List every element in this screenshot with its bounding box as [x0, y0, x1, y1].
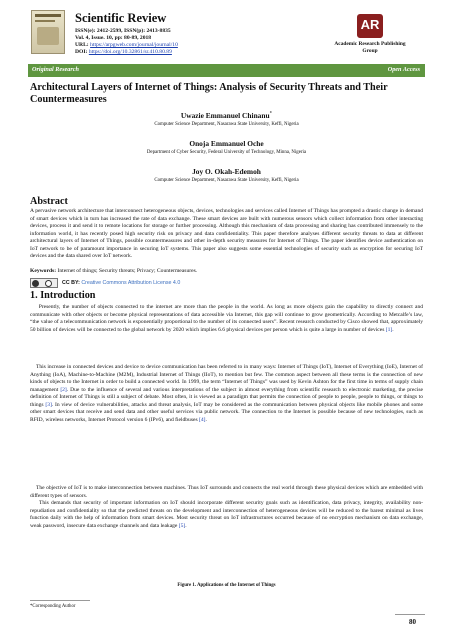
citation-link[interactable]: [3]: [45, 401, 52, 408]
intro-paragraph: This increase in connected devices and device to device communication has been referred to in many ways: Internet of Things (IoT), Internet of Everything (IoE), Internet of Anything (IoA), Machine-to-Machine (M2M), Industrial Internet of Things (IIoT), to mention but few. The common aspect between all these terms is the connection of new kinds of objects to the Internet in order to build a connected world. In 1999, the term “Internet of Things” was used by Kevin Ashton for the first time in terms of supply chain management [2]. Due to the influence of several and various interpretations of the subject in almost everything from scientific research to electronic marketing, the precise definition of Internet of Things is still a subject of debate. Most often, it is viewed as a paradigm that permits the connection of people to people, people to things, or things to things [3]. In view of device vulnerabilities, attacks and threat analysis, IoT may be considered as the communication between physical objects like mobile phones and some other smart devices that receive and send data and other useful services via public network. The connection to the Internet is possible because of new technologies, such as RFID, wireless networks, Internet Protocol version 6 (IPv6), and fieldbuses [4].: [30, 364, 423, 423]
license-link[interactable]: Creative Commons Attribution License 4.0: [81, 280, 181, 286]
journal-url-link[interactable]: https://arpgweb.com/journal/journal/10: [90, 42, 178, 48]
page-number: 80: [409, 618, 416, 626]
intro-paragraph: This demands that security of important information on IoT should incorporate different security goals such as identification, data privacy, integrity, availability non-repudiation and confidentiality so that the predicted threats on the development and interconnection of heterogeneous devices will be reduced to the barest minimal as lives function daily with the help of information from smart devices. Most security threat on IoT infrastructures occurred because of no encryption mechanism on data exchange, weak password, insecure data exchange channels and data leakage [5].: [30, 500, 424, 529]
keywords: Keywords: Internet of things; Security threats; Privacy; Countermeasures.: [30, 268, 198, 274]
intro-paragraph: Presently, the number of objects connected to the internet are more than the people in the world. As long as more objects gain the capability to directly connect and communicate with other objects or become physical representations of data accessible via Internet, this gap will continue to grow geometrically. According to Metcalfe’s law, “the value of a telecommunication network is exponentially proportional to the number of its connected users”. Recent research conducted by Cisco showed that, approximately 50 billion of devices will be connected to the global network by 2020 which implies 6.6 physical devices per person which is quite a large in number of devices [1].: [30, 304, 423, 333]
journal-doi-line: [75, 49, 172, 56]
section-heading-introduction: 1. Introduction: [30, 290, 96, 301]
journal-cover-thumbnail: [31, 10, 65, 54]
abstract-text: A pervasive network architecture that interconnect heterogeneous objects, devices, technologies and services called Internet of Things has prompted a drastic change in demand of smart devices which in turn has increased the rate of data exchange. These smart devices are built with numerous sensors which collect information from other interacting devices, process it and send it to remote locations for storage or further processing. Although this mechanism of data processing and sharing has contributed immensely to the information world, it has recently posed high security risk on privacy and data confidentiality. This paper therefore analyses different security threats to data at different architectural layers of Internet of Things, possible countermeasures and other in-depth security measures for Internet of Things. The paper identifies device authentication on IoT network to be of paramount importance in securing IoT systems. This paper also suggests some essential technologies of security such as encryption for securing IoT devices and the data shared over IoT network.: [30, 208, 423, 260]
citation-link[interactable]: [4]: [199, 416, 206, 423]
author-name: Joy O. Okah-Edemoh: [192, 167, 261, 176]
journal-name: Scientific Review: [75, 11, 167, 25]
citation-link[interactable]: [1]: [385, 326, 393, 333]
footnote-divider: [30, 600, 90, 601]
open-access-label: Open Access: [387, 66, 420, 73]
doi-link[interactable]: https://doi.org/10.32861/sr.410.80.89: [88, 49, 172, 55]
footnote: *Corresponding Author: [30, 604, 76, 609]
article-type-banner: [28, 64, 425, 77]
license-text: CC BY: Creative Commons Attribution License 4.0: [62, 280, 181, 286]
author-affiliation: Department of Cyber Security, Federal University of Technology, Minna, Nigeria: [146, 150, 307, 155]
author-name: Onoja Emmanuel Oche: [189, 139, 264, 148]
figure-caption: Figure 1. Applications of the Internet of Things: [177, 583, 276, 588]
page-number-divider: [395, 614, 425, 615]
article-type-label: Original Research: [32, 66, 79, 73]
publisher-logo: AR: [357, 14, 383, 38]
citation-link[interactable]: [5]: [178, 522, 186, 529]
abstract-heading: Abstract: [30, 196, 68, 207]
citation-link[interactable]: [2]: [60, 386, 67, 393]
paper-title: Architectural Layers of Internet of Things: Analysis of Security Threats and Their Countermeasures: [30, 82, 388, 105]
doi-label: DOI:: [75, 49, 88, 55]
intro-paragraph: The objective of IoT is to make interconnection between machines. Thus IoT surrounds and connects the real world through these physical devices which are embedded with different types of sensors.: [30, 485, 424, 499]
author-affiliation: Computer Science Department, Nasarawa State University, Keffi, Nigeria: [154, 178, 299, 183]
journal-issn: ISSN(e): 2412-2599, ISSN(p): 2413-8835: [75, 28, 171, 34]
author-affiliation: Computer Science Department, Nasarawa State University, Keffi, Nigeria: [154, 122, 299, 127]
author-name: Uwazie Emmanuel Chinanu*: [180, 111, 273, 120]
url-label: URL:: [75, 42, 89, 48]
publisher-name: Academic Research Publishing Group: [334, 41, 406, 54]
journal-url-line: [75, 42, 178, 49]
journal-volume: Vol. 4, Issue. 10, pp: 80-89, 2018: [75, 35, 152, 41]
cc-license-badge[interactable]: [30, 278, 58, 288]
